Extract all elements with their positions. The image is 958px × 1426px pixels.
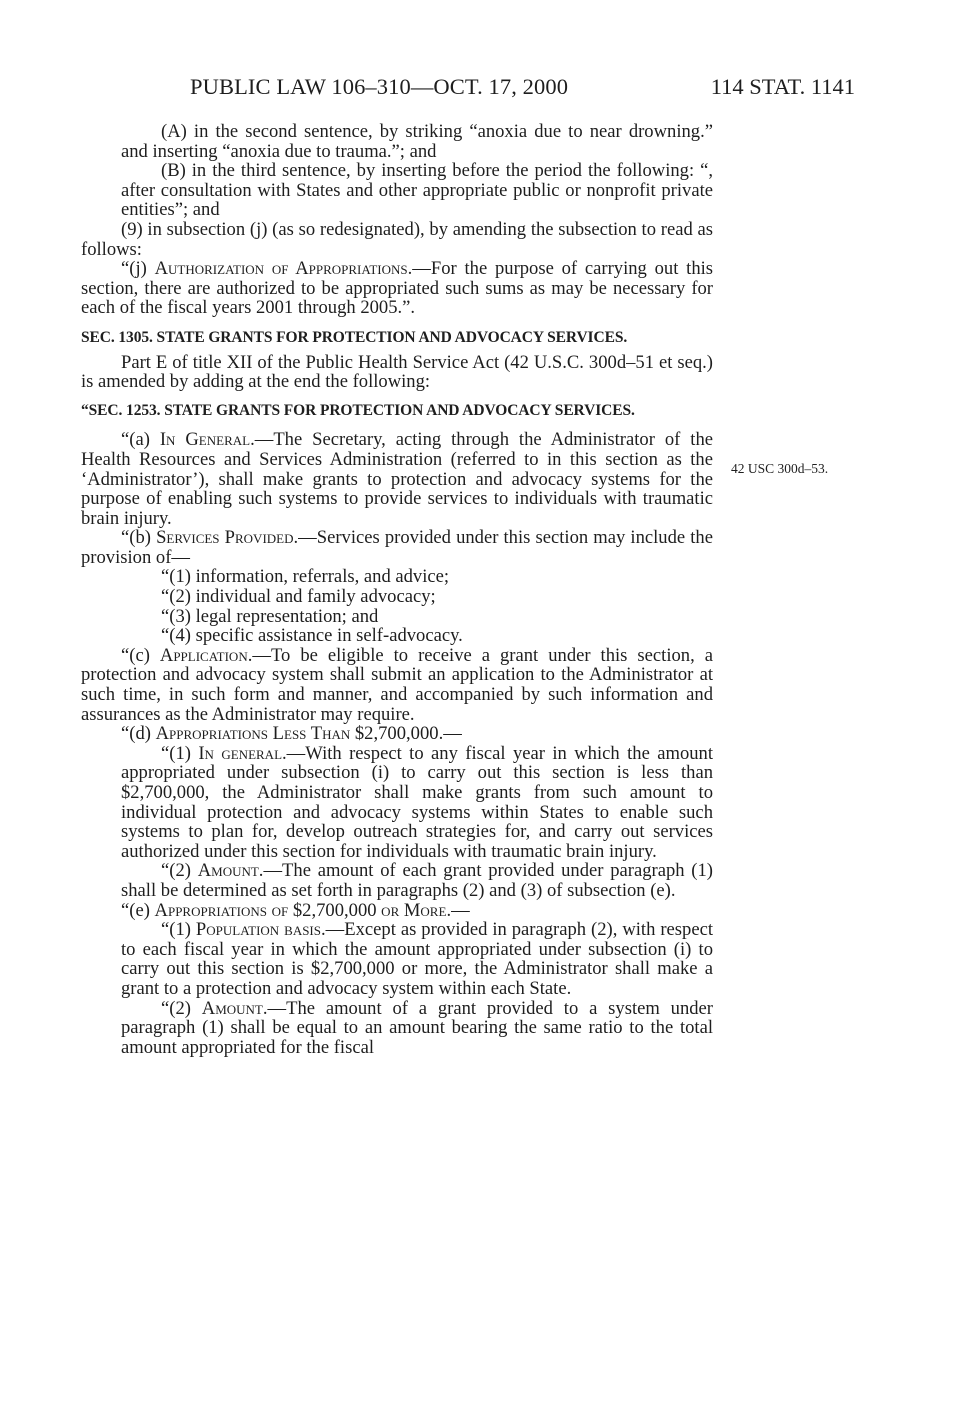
- header-law-citation: PUBLIC LAW 106–310—OCT. 17, 2000: [190, 74, 569, 99]
- section-1305-text: Part E of title XII of the Public Health Service Act (42 U.S.C. 300d–51 et seq.) is amended by adding at the end the following:: [81, 351, 713, 393]
- subsection-a: “(a) In General.—The Secretary, acting through the Administrator of the Health Resources and Services Administration (referred to in this section as the ‘Administrator’), shall make grants to protection and advocacy systems for the purpose of enabling such systems to provide services to individuals with traumatic brain injury.: [81, 429, 713, 529]
- paragraph-d1: “(1) In general.—With respect to any fiscal year in which the amount appropriated under subsection (i) to carry out this section is less than $2,700,000, the Administrator shall make grants from such amount to individual protection and advocacy systems within States to enable such systems to plan for, develop outreach strategies for, and carry out services authorized under this section for individuals with traumatic brain injury.: [121, 742, 714, 862]
- subsection-c: “(c) Application.—To be eligible to receive a grant under this section, a protection and advocacy system shall submit an application to the Administrator at such time, in such form and manner, and accompanied by such information and assurances as the Administrator may require.: [81, 644, 713, 725]
- subsection-d-heading: Appropriations Less Than $2,700,000: [155, 723, 439, 745]
- section-1253-heading: “SEC. 1253. STATE GRANTS FOR PROTECTION AND ADVOCACY SERVICES.: [81, 401, 635, 419]
- subsection-j: “(j) Authorization of Appropriations.—For the purpose of carrying out this section, there are authorized to be appropriated such sums as may be necessary for each of the fiscal years 2001 through 2005.”.: [81, 258, 714, 319]
- paragraph-d1-heading: In general: [198, 742, 283, 764]
- margin-note-usc: 42 USC 300d–53.: [731, 461, 829, 476]
- document-body: [81, 122, 713, 1057]
- page-header: [190, 74, 855, 104]
- list-item: “(3) legal representation; and: [161, 605, 379, 627]
- paragraph-B: (B) in the third sentence, by inserting before the period the following: “, after consultation with States and other appropriate public or nonprofit private entities”; and: [121, 160, 713, 221]
- subsection-b: “(b) Services Provided.—Services provided under this section may include the provision of—: [81, 527, 713, 568]
- paragraph-e2: “(2) Amount.—The amount of a grant provided to a system under paragraph (1) shall be equal to an amount bearing the same ratio to the total amount appropriated for the fiscal: [121, 997, 713, 1058]
- list-item: “(4) specific assistance in self-advocacy.: [161, 625, 463, 647]
- paragraph-e2-heading: Amount: [201, 997, 263, 1019]
- services-list: [81, 567, 713, 645]
- paragraph-d2: “(2) Amount.—The amount of each grant provided under paragraph (1) shall be determined as set forth in paragraphs (2) and (3) of subsection (e).: [121, 860, 713, 901]
- header-stat-page: 114 STAT. 1141: [710, 74, 855, 99]
- paragraph-e1: “(1) Population basis.—Except as provided in paragraph (2), with respect to each fiscal year in which the amount appropriated under subsection (i) to carry out this section is $2,700,000 or more, the Administrator shall make a grant to a protection and advocacy system within each State.: [121, 919, 713, 999]
- section-1305-heading: SEC. 1305. STATE GRANTS FOR PROTECTION AND ADVOCACY SERVICES.: [81, 328, 628, 346]
- paragraph-9: (9) in subsection (j) (as so redesignated), by amending the subsection to read as follows:: [81, 218, 713, 260]
- paragraph-d2-heading: Amount: [197, 860, 259, 882]
- subsection-e-heading: Appropriations of $2,700,000 or More: [154, 899, 447, 921]
- subsection-a-heading: In General: [159, 429, 251, 451]
- list-item: “(1) information, referrals, and advice;: [161, 566, 450, 588]
- subsection-d: “(d) Appropriations Less Than $2,700,000.—: [121, 723, 462, 745]
- subsection-b-heading: Services Provided: [156, 527, 294, 549]
- subsection-c-heading: Application: [159, 644, 248, 666]
- subsection-e: “(e) Appropriations of $2,700,000 or More.—: [121, 899, 470, 921]
- paragraph-e1-heading: Population basis: [195, 919, 321, 941]
- list-item: “(2) individual and family advocacy;: [161, 586, 436, 608]
- paragraph-A: (A) in the second sentence, by striking “anoxia due to near drowning.” and inserting “anoxia due to trauma.”; and: [121, 121, 713, 162]
- subsection-j-heading: Authorization of Appropriations: [154, 258, 408, 280]
